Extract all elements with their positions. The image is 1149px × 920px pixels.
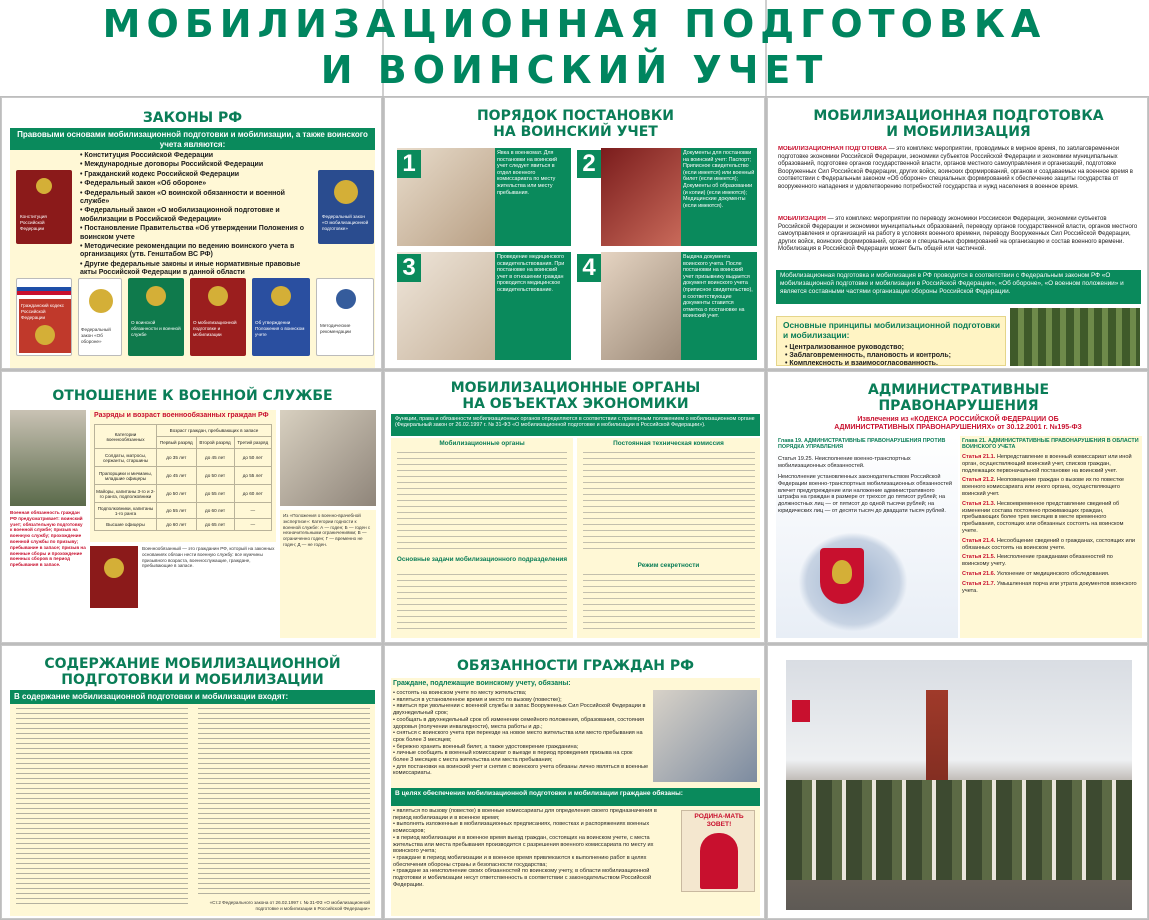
- column-header: Постоянная техническая комиссия: [613, 440, 724, 447]
- poster-motherland: [681, 810, 755, 892]
- panel-mobilization: [767, 97, 1148, 369]
- emblem-icon: [36, 178, 52, 194]
- column-header: Режим секретности: [637, 562, 700, 569]
- definition-mobilization: МОБИЛИЗАЦИЯ — это комплекс мероприятий по переводу экономики Российской Федерации, экономики субъектов Российской Федерации и экономики муниципальных образований, переводу органов государственной власти, органов местного самоуправления и организаций на работу в условиях военного времени, переводу Вооруженных Сил Российской Федерации, других войск, воинских формирований, органов и специальных формирований на организацию и состав военного времени. Мобилизация в Российской Федерации может быть общей или частичной.: [778, 216, 1138, 252]
- laws-item: • Федеральный закон «О мобилизационной подготовке и мобилизации в Российской Федерации»: [80, 207, 280, 223]
- article-item: Статья 21.6. Уклонение от медицинского обследования.: [962, 570, 1110, 577]
- poster-caption: РОДИНА-МАТЬ ЗОВЕТ!: [694, 813, 744, 828]
- step-text: Явка в военкомат. Для постановки на воинский учет следует явиться в отдел военного комиссариата по месту жительства или месту пребывания.: [495, 148, 571, 246]
- panel-title: ОБЯЗАННОСТИ ГРАЖДАН РФ: [456, 658, 695, 674]
- step-text: Документы для постановки на воинский учет: Паспорт; Приписное свидетельство (если имеется) или военный билет (если имеется); Документы об образовании (и копии) (если имеются); Медицинские документы (если имеются).: [681, 148, 757, 246]
- legal-basis-bar: Мобилизационная подготовка и мобилизация в РФ проводится в соответствии с Федеральным законом РФ «О мобилизационной подготовке и мобилизации в Российской Федерации», «Об обороне», «О военном положении» и является составными частями организации обороны Российской Федерации.: [776, 270, 1141, 304]
- panel-title-line2: НА ВОИНСКИЙ УЧЕТ: [493, 124, 658, 140]
- text-block-placeholder: [397, 574, 567, 634]
- code-subtitle: Извлечения из «КОДЕКСА РОССИЙСКОЙ ФЕДЕРАЦИИ ОБ АДМИНИСТРАТИВНЫХ ПРАВОНАРУШЕНИЯХ» от 30.12.2001 г. №195-ФЗ: [834, 416, 1082, 431]
- emblem-icon: [336, 289, 356, 309]
- book-label: Об утверждении Положения о воинском учете: [255, 320, 305, 337]
- table-row: Высшие офицеры до 60 лет до 65 лет —: [95, 519, 272, 531]
- chapter-21: Глава 21. АДМИНИСТРАТИВНЫЕ ПРАВОНАРУШЕНИЯ В ОБЛАСТИ ВОИНСКОГО УЧЕТА: [962, 438, 1139, 451]
- panel-title-line1: МОБИЛИЗАЦИОННАЯ ПОДГОТОВКА: [813, 108, 1104, 124]
- text-block-placeholder: [16, 708, 188, 904]
- text-block-placeholder: [583, 452, 755, 552]
- step-number: 3: [397, 254, 421, 282]
- content-footnote: «Ст.2 Федерального закона от 26.02.1997 г. № 31-ФЗ «О мобилизационной подготовке и мобилизации в Российской Федерации»: [209, 900, 370, 911]
- chapter-19: Глава 19. АДМИНИСТРАТИВНЫЕ ПРАВОНАРУШЕНИЯ ПРОТИВ ПОРЯДКА УПРАВЛЕНИЯ: [778, 438, 946, 451]
- book-label: О мобилизационной подготовке и мобилизации: [193, 320, 237, 337]
- panel-title: ОТНОШЕНИЕ К ВОЕННОЙ СЛУЖБЕ: [52, 388, 333, 404]
- banner: [0, 0, 1149, 96]
- emblem-icon: [104, 558, 124, 578]
- photo-id-card: [601, 252, 681, 360]
- note-conscript: Военнообязанный — это гражданин РФ, который на законных основаниях обязан нести военную службу: все мужчины призывного возраста, военнослужащие, граждане, пребывающие в запасе.: [142, 546, 275, 569]
- table-row: Солдаты, матросы, сержанты, старшины до 35 лет до 45 лет до 50 лет: [95, 449, 272, 467]
- book-civil-code: [16, 278, 72, 356]
- panel-laws: [1, 97, 382, 369]
- principles-list: [785, 344, 1005, 368]
- text-block-placeholder: [198, 708, 370, 896]
- panel-mobilization-bodies: [384, 371, 765, 643]
- book-label: Методические рекомендации: [320, 323, 351, 334]
- book-methods: [316, 278, 374, 356]
- column-header: Основные задачи мобилизационного подразделения: [396, 556, 568, 563]
- photo-military-id: [653, 690, 757, 782]
- photo-commission: [280, 410, 376, 506]
- panel-registration: [384, 97, 765, 369]
- panel-military-service: [1, 371, 382, 643]
- panel-title-line2: НА ОБЪЕКТАХ ЭКОНОМИКИ: [462, 396, 689, 412]
- book-label: Конституция Российской Федерации: [20, 214, 47, 231]
- articles-list: [962, 454, 1140, 638]
- table-header: Первый разряд: [157, 437, 197, 449]
- photo-honor-guard: [10, 410, 86, 506]
- step-text: Выдача документа воинского учета. После постановки на воинский учет призывнику выдается документ воинского учета (приписное свидетельство), в соответствующие документы ставится отметка о постановке на воинский учет.: [681, 252, 757, 360]
- laws-intro-bar: Правовыми основами мобилизационной подготовки и мобилизации, а также воинского учета являются:: [10, 128, 375, 150]
- panel-content: [1, 645, 382, 919]
- article-item: Статья 21.5. Неисполнение гражданами обязанностей по воинскому учету.: [962, 554, 1113, 568]
- emblem-icon: [271, 286, 291, 306]
- panel-title-line2: ПРАВОНАРУШЕНИЯ: [878, 398, 1039, 414]
- article-19-25: Статья 19.25. Неисполнение военно-транспортных мобилизационных обязанностей.: [778, 456, 911, 469]
- marching-soldiers: [786, 780, 1132, 880]
- table-row: Подполковники, капитаны 1-го ранга до 55 лет до 60 лет —: [95, 503, 272, 519]
- functions-bar: Функции, права и обязанности мобилизационных органов определяются в соответствии с примерным положением о мобилизационном органе (Федеральный закон от 26.02.1997 г. № 31-ФЗ «О мобилизационной подготовке и мобилизации в Российской Федерации»).: [391, 414, 760, 436]
- emblem-icon: [208, 286, 228, 306]
- book-mobilization: [190, 278, 246, 356]
- duties-list-1: • состоять на воинском учете по месту жительства; • являться в установленное время и место по вызову (повестке); • явиться при увольнении с военной службы в запас Вооруженных Сил Российской Федерации в двухнедельный срок; • сообщать в двухнедельный срок об изменении семейного положения, образования, состояния здоровья (получении инвалидности), места работы и др.; • сняться с воинского учета при переезде на новое место жительства или место пребывания на срок более 3 месяцев; • бережно хранить военный билет, а также удостоверение гражданина; • личные сообщить в военный комиссариат о выезде в период проведения призыва на срок более 3 месяцев с места жительства или места пребывания; • для постановки на воинский учет и снятия с воинского учета обязаны лично являться в военные комиссариаты.: [393, 690, 649, 777]
- step-text: Проведение медицинского освидетельствования. При постановке на воинский учет в отношении граждан проводится медицинское освидетельствование.: [495, 252, 571, 360]
- laws-item: • Гражданский кодекс Российской Федерации: [80, 170, 240, 178]
- banner-flag-icon: [792, 700, 810, 722]
- poster-grid: [0, 96, 1149, 920]
- book-mobilization-law: [318, 170, 374, 244]
- panel-title-line2: И МОБИЛИЗАЦИЯ: [886, 124, 1031, 140]
- panel-duties: [384, 645, 765, 919]
- definition-term: МОБИЛИЗАЦИОННАЯ ПОДГОТОВКА: [778, 146, 887, 152]
- note-fitness: Из «Положения о военно-врачебной экспертизе»: Категории годности к военной службе: А — годен; Б — годен с незначительными ограничениями; В — ограниченно годен; Г — временно не годен; Д — не годен.: [283, 513, 371, 547]
- laws-item: • Другие федеральные законы и иные нормативные правовые акты Российской Федерации в данной области: [80, 260, 301, 277]
- table-header: Третий разряд: [234, 437, 271, 449]
- ranks-table: [94, 424, 272, 531]
- principle-item: • Централизованное руководство;: [785, 344, 904, 351]
- definition-mob-preparation: МОБИЛИЗАЦИОННАЯ ПОДГОТОВКА — это комплекс мероприятий, проводимых в мирное время, по заблаговременной подготовке экономики Российской Федерации, экономики субъектов Российской Федерации и экономики муниципальных образований, подготовке органов государственной власти, органов местного самоуправления и организаций, подготовке Вооруженных Сил Российской Федерации, других войск, воинских формирований, органов и создаваемых на военное время в соответствии с Федеральным законом «Об обороне» специальных формирований к обеспечению защиты государства от вооруженного нападения и удовлетворению потребностей государства и нужд населения в военное время.: [778, 146, 1133, 190]
- panel-title: ЗАКОНЫ РФ: [142, 110, 243, 126]
- photo-documents: [601, 148, 681, 246]
- laws-item: • Методические рекомендации по ведению воинского учета в организациях (утв. Генштабом ВС РФ): [80, 243, 295, 259]
- ranks-table-title: Разряды и возраст военнообязанных граждан РФ: [94, 412, 269, 419]
- table-header: Второй разряд: [196, 437, 234, 449]
- emblem-icon: [146, 286, 166, 306]
- principle-item: • Заблаговременность, плановость и контроль;: [785, 352, 951, 359]
- article-item: Статья 21.7. Умышленная порча или утрата документов воинского учета.: [962, 580, 1137, 594]
- article-19-25-text: Неисполнение установленных законодательством Российской Федерации военно-транспортных мобилизационных обязанностей влечет предупреждение или наложение административного штрафа на граждан в размере от трехсот до пятисот рублей; на должностных лиц — от пятисот до одной тысячи рублей; на юридических лиц — от десяти тысяч до двадцати тысяч рублей.: [778, 474, 953, 514]
- laws-item: • Международные договоры Российской Федерации: [80, 161, 264, 169]
- table-header: Категории военнообязанных: [95, 425, 157, 449]
- duties-list-2: • являться по вызову (повестке) в военные комиссариаты для определения своего предназначения в период мобилизации и в военное время; • выполнять изложенные в мобилизационных предписаниях, повестках и распоряжениях военных комиссаров; • в период мобилизации и в военное время выезд граждан, состоящих на воинском учете, с места жительства или места пребывания производится с разрешения военного комиссариата по месту их воинского учета; • граждане в период мобилизации и в военное время привлекаются к выполнению работ в целях обеспечения обороны страны и безопасности государства; • граждане за неисполнение своих обязанностей по воинскому учету, в области мобилизационной подготовки и мобилизации несут ответственность в соответствии с законодательством Российской Федерации.: [393, 808, 657, 888]
- article-item: Статья 21.4. Несообщение сведений о гражданах, состоящих или обязанных состоять на воинском учете.: [962, 537, 1135, 551]
- panel-parade-photo: [767, 645, 1148, 919]
- mother-figure-icon: [700, 833, 738, 889]
- text-block-placeholder: [397, 452, 567, 552]
- article-item: Статья 21.2. Неоповещение граждан о вызове их по повестке военного комиссариата или иного органа, осуществляющего воинский учет.: [962, 477, 1125, 497]
- panel-title-line1: СОДЕРЖАНИЕ МОБИЛИЗАЦИОННОЙ: [44, 656, 341, 672]
- photo-soldiers-formation: [1010, 308, 1140, 366]
- table-row: Прапорщики и мичманы, младшие офицеры до 45 лет до 50 лет до 55 лет: [95, 467, 272, 485]
- principles-box: [776, 316, 1006, 366]
- laws-list: [80, 152, 312, 282]
- table-header: Возраст граждан, пребывающих в запасе: [157, 425, 272, 437]
- emblem-icon: [334, 180, 358, 204]
- book-label: О воинской обязанности и военной службе: [131, 320, 181, 337]
- coat-of-arms-icon: [820, 548, 864, 604]
- definition-term: МОБИЛИЗАЦИЯ: [778, 216, 826, 222]
- laws-item: • Постановление Правительства «Об утверждении Положения о воинском учете: [80, 225, 305, 241]
- emblem-icon: [89, 289, 113, 313]
- panel-title-line1: МОБИЛИЗАЦИОННЫЕ ОРГАНЫ: [450, 380, 701, 396]
- step-number: 4: [577, 254, 601, 282]
- note-military-duty: Военная обязанность граждан РФ предусматривает: воинский учет; обязательную подготовку к военной службе; призыв на военную службу; прохождение военной службы по призыву; пребывание в запасе; призыв на военные сборы и прохождение военных сборов в период пребывания в запасе.: [10, 510, 86, 568]
- step-number: 2: [577, 150, 601, 178]
- eagle-icon: [832, 560, 852, 584]
- laws-item: • Конституция Российской Федерации: [80, 152, 214, 159]
- step-number: 1: [397, 150, 421, 178]
- book-label: Гражданский кодекс Российской Федерации: [21, 303, 65, 320]
- laws-item: • Федеральный закон «О воинской обязанности и военной службе»: [80, 189, 285, 206]
- duties-head-1: Граждане, подлежащие воинскому учету, обязаны:: [393, 680, 571, 687]
- banner-title-line1: МОБИЛИЗАЦИОННАЯ ПОДГОТОВКА: [102, 2, 1047, 46]
- article-item: Статья 21.1. Непредставление в военный комиссариат или иной орган, осуществляющий воинский учет, списков граждан, подлежащих первоначальной постановке на воинский учет.: [962, 454, 1132, 474]
- panel-offenses: [767, 371, 1148, 643]
- duties-head-2: В целях обеспечения мобилизационной подготовки и мобилизации граждане обязаны:: [391, 788, 760, 806]
- book-constitution: [16, 170, 72, 244]
- table-row: Майоры, капитаны 3-го и 2-го ранга, подполковники до 50 лет до 55 лет до 60 лет: [95, 485, 272, 503]
- content-bar: В содержание мобилизационной подготовки и мобилизации входят:: [10, 690, 375, 704]
- banner-title-line2: И ВОИНСКИЙ УЧЕТ: [320, 48, 829, 92]
- principles-title: Основные принципы мобилизационной подготовки и мобилизации:: [783, 320, 1000, 340]
- panel-title-line1: ПОРЯДОК ПОСТАНОВКИ: [476, 108, 675, 124]
- panel-title-line1: АДМИНИСТРАТИВНЫЕ: [867, 382, 1050, 398]
- column-header: Мобилизационные органы: [439, 440, 525, 447]
- book-defense-law: [78, 278, 122, 356]
- article-item: Статья 21.3. Несвоевременное представление сведений об изменении состава постоянно проживающих граждан, пребывающих более трех месяцев в месте временного пребывания, состоящих или обязанных состоять на воинском учете.: [962, 500, 1124, 534]
- flag-stripe: [17, 291, 72, 295]
- panel-title-line2: ПОДГОТОВКИ И МОБИЛИЗАЦИИ: [61, 672, 324, 688]
- military-id-book: [90, 546, 138, 608]
- book-label: Федеральный закон «О мобилизационной подготовке»: [322, 214, 369, 231]
- laws-item: • Федеральный закон «Об обороне»: [80, 180, 207, 188]
- text-block-placeholder: [583, 574, 755, 634]
- book-military-duty: [128, 278, 184, 356]
- principle-item: • Комплексность и взаимосогласованность.: [785, 360, 938, 367]
- emblem-icon: [35, 325, 55, 345]
- note-fitness-box: [280, 510, 376, 638]
- book-regulation: [252, 278, 310, 356]
- photo-red-square-parade: [786, 660, 1132, 910]
- book-label: Федеральный закон «Об обороне»: [81, 327, 111, 344]
